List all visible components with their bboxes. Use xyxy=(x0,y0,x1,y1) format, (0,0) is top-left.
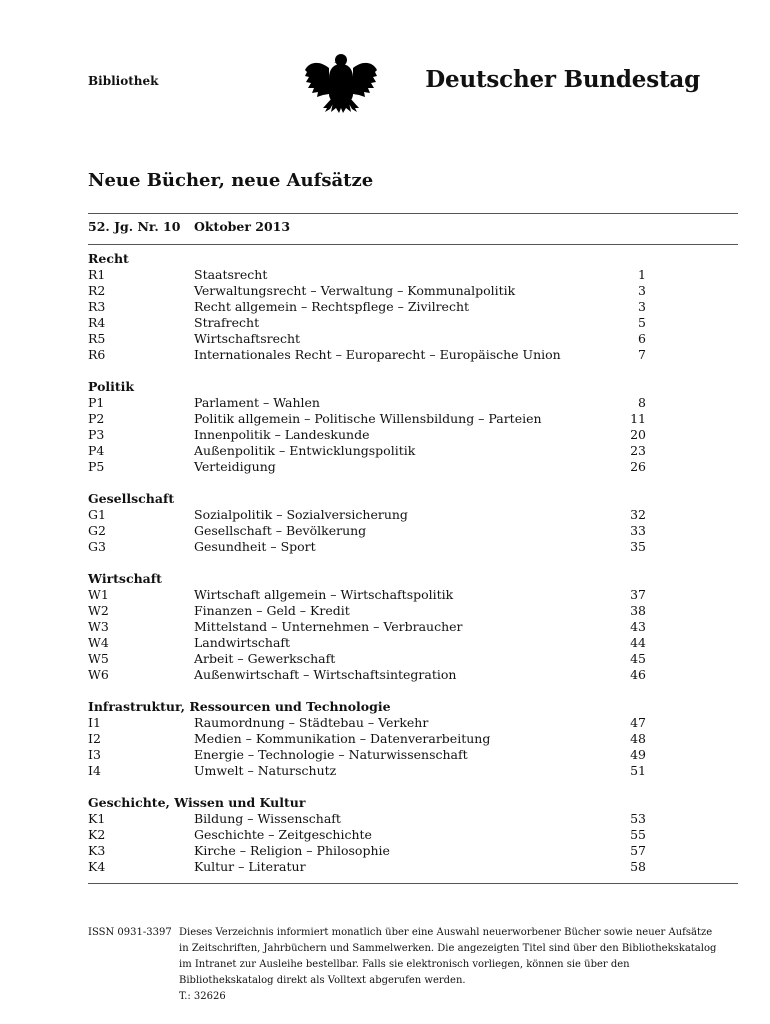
entry-page: 37 xyxy=(630,587,646,602)
issue-number: 52. Jg. Nr. 10 xyxy=(88,219,181,234)
entry-topic: Verteidigung xyxy=(194,459,276,474)
entry-topic: Strafrecht xyxy=(194,315,260,330)
entry-topic: Landwirtschaft xyxy=(194,635,291,650)
section-heading: Gesellschaft xyxy=(88,491,175,506)
entry-topic: Politik allgemein – Politische Willensbildung – Parteien xyxy=(194,411,542,426)
table-of-contents xyxy=(88,251,650,891)
toc-entry xyxy=(88,523,650,539)
entry-topic: Sozialpolitik – Sozialversicherung xyxy=(194,507,408,522)
entry-topic: Kultur – Literatur xyxy=(194,859,306,874)
toc-section xyxy=(88,491,650,555)
entry-page: 48 xyxy=(630,731,646,746)
toc-entry xyxy=(88,443,650,459)
entry-page: 33 xyxy=(630,523,646,538)
toc-entry xyxy=(88,587,650,603)
toc-entry xyxy=(88,651,650,667)
entry-page: 7 xyxy=(638,347,646,362)
issn-label: ISSN 0931-3397 xyxy=(88,927,172,938)
toc-entry xyxy=(88,843,650,859)
entry-page: 47 xyxy=(630,715,646,730)
entry-code: R4 xyxy=(88,315,106,330)
entry-page: 35 xyxy=(630,539,646,554)
entry-page: 51 xyxy=(630,763,646,778)
entry-code: K1 xyxy=(88,811,106,826)
toc-entry xyxy=(88,347,650,363)
entry-page: 26 xyxy=(630,459,646,474)
toc-entry xyxy=(88,331,650,347)
entry-topic: Wirtschaft allgemein – Wirtschaftspolitik xyxy=(194,587,454,602)
entry-topic: Gesundheit – Sport xyxy=(194,539,316,554)
entry-page: 55 xyxy=(630,827,646,842)
toc-entry xyxy=(88,731,650,747)
entry-code: W4 xyxy=(88,635,109,650)
entry-topic: Recht allgemein – Rechtspflege – Zivilrecht xyxy=(194,299,470,314)
entry-code: R3 xyxy=(88,299,106,314)
entry-page: 49 xyxy=(630,747,646,762)
entry-code: G1 xyxy=(88,507,106,522)
toc-entry xyxy=(88,315,650,331)
section-heading: Geschichte, Wissen und Kultur xyxy=(88,795,306,810)
section-heading: Politik xyxy=(88,379,135,394)
entry-page: 32 xyxy=(630,507,646,522)
entry-page: 3 xyxy=(638,283,646,298)
entry-code: K4 xyxy=(88,859,106,874)
entry-page: 53 xyxy=(630,811,646,826)
section-heading: Recht xyxy=(88,251,129,266)
section-heading: Infrastruktur, Ressourcen und Technologie xyxy=(88,699,391,714)
footer-note: Dieses Verzeichnis informiert monatlich über eine Auswahl neuerworbener Bücher sowie neuer Aufsätze in Zeitschriften, Jahrbüchern und Sammelwerken. Die angezeigten Titel sind über den Bibliothekskatalog im Intranet zur Ausleihe bestellbar. Falls sie elektronisch vorliegen, können sie über den Bibliothekskatalog direkt als Volltext abgerufen werden. xyxy=(179,927,717,986)
entry-page: 5 xyxy=(638,315,646,330)
toc-entry xyxy=(88,427,650,443)
entry-topic: Bildung – Wissenschaft xyxy=(194,811,341,826)
divider xyxy=(88,883,738,884)
toc-entry xyxy=(88,267,650,283)
entry-topic: Außenwirtschaft – Wirtschaftsintegration xyxy=(194,667,457,682)
entry-page: 3 xyxy=(638,299,646,314)
entry-code: P3 xyxy=(88,427,105,442)
entry-page: 1 xyxy=(638,267,646,282)
entry-page: 20 xyxy=(630,427,646,442)
toc-entry xyxy=(88,619,650,635)
divider xyxy=(88,213,738,214)
entry-page: 38 xyxy=(630,603,646,618)
toc-section xyxy=(88,571,650,683)
entry-topic: Energie – Technologie – Naturwissenschaft xyxy=(194,747,468,762)
toc-entry xyxy=(88,283,650,299)
phone-number: T.: 32626 xyxy=(179,991,226,1002)
entry-code: G2 xyxy=(88,523,106,538)
divider xyxy=(88,244,738,245)
entry-page: 45 xyxy=(630,651,646,666)
toc-entry xyxy=(88,715,650,731)
toc-entry xyxy=(88,763,650,779)
entry-page: 46 xyxy=(630,667,646,682)
toc-entry xyxy=(88,507,650,523)
entry-code: I2 xyxy=(88,731,101,746)
entry-topic: Medien – Kommunikation – Datenverarbeitung xyxy=(194,731,491,746)
entry-page: 57 xyxy=(630,843,646,858)
entry-topic: Wirtschaftsrecht xyxy=(194,331,301,346)
section-heading: Wirtschaft xyxy=(88,571,162,586)
entry-code: R5 xyxy=(88,331,106,346)
toc-entry xyxy=(88,603,650,619)
entry-topic: Geschichte – Zeitgeschichte xyxy=(194,827,372,842)
entry-page: 58 xyxy=(630,859,646,874)
entry-code: W3 xyxy=(88,619,109,634)
entry-topic: Außenpolitik – Entwicklungspolitik xyxy=(194,443,416,458)
entry-code: I4 xyxy=(88,763,101,778)
entry-topic: Innenpolitik – Landeskunde xyxy=(194,427,370,442)
entry-code: I3 xyxy=(88,747,101,762)
entry-code: G3 xyxy=(88,539,106,554)
entry-code: W1 xyxy=(88,587,109,602)
entry-code: P2 xyxy=(88,411,105,426)
entry-page: 8 xyxy=(638,395,646,410)
entry-topic: Internationales Recht – Europarecht – Europäische Union xyxy=(194,347,561,362)
entry-code: K3 xyxy=(88,843,106,858)
toc-entry xyxy=(88,667,650,683)
toc-entry xyxy=(88,747,650,763)
toc-entry xyxy=(88,299,650,315)
entry-code: R2 xyxy=(88,283,106,298)
entry-code: W5 xyxy=(88,651,109,666)
entry-topic: Verwaltungsrecht – Verwaltung – Kommunalpolitik xyxy=(194,283,516,298)
toc-section xyxy=(88,379,650,475)
entry-code: W6 xyxy=(88,667,109,682)
library-label: Bibliothek xyxy=(88,74,159,88)
entry-page: 6 xyxy=(638,331,646,346)
entry-code: K2 xyxy=(88,827,106,842)
toc-entry xyxy=(88,827,650,843)
entry-topic: Raumordnung – Städtebau – Verkehr xyxy=(194,715,429,730)
entry-topic: Umwelt – Naturschutz xyxy=(194,763,337,778)
toc-section xyxy=(88,699,650,779)
toc-entry xyxy=(88,859,650,875)
toc-entry xyxy=(88,459,650,475)
entry-topic: Parlament – Wahlen xyxy=(194,395,320,410)
entry-page: 23 xyxy=(630,443,646,458)
organization-name: Deutscher Bundestag xyxy=(425,66,700,93)
entry-code: W2 xyxy=(88,603,109,618)
entry-code: P4 xyxy=(88,443,105,458)
entry-code: P5 xyxy=(88,459,105,474)
entry-code: R1 xyxy=(88,267,106,282)
entry-topic: Arbeit – Gewerkschaft xyxy=(194,651,336,666)
entry-topic: Mittelstand – Unternehmen – Verbraucher xyxy=(194,619,463,634)
entry-topic: Kirche – Religion – Philosophie xyxy=(194,843,390,858)
toc-section xyxy=(88,795,650,875)
toc-entry xyxy=(88,635,650,651)
entry-code: P1 xyxy=(88,395,105,410)
entry-page: 44 xyxy=(630,635,646,650)
toc-entry xyxy=(88,395,650,411)
toc-entry xyxy=(88,411,650,427)
document-title: Neue Bücher, neue Aufsätze xyxy=(88,170,374,191)
entry-topic: Staatsrecht xyxy=(194,267,268,282)
entry-code: I1 xyxy=(88,715,101,730)
entry-topic: Finanzen – Geld – Kredit xyxy=(194,603,350,618)
toc-entry xyxy=(88,811,650,827)
entry-page: 43 xyxy=(630,619,646,634)
entry-topic: Gesellschaft – Bevölkerung xyxy=(194,523,367,538)
federal-eagle-icon xyxy=(303,50,379,114)
toc-section xyxy=(88,251,650,363)
issue-date: Oktober 2013 xyxy=(194,219,291,234)
entry-code: R6 xyxy=(88,347,106,362)
toc-entry xyxy=(88,539,650,555)
entry-page: 11 xyxy=(630,411,646,426)
